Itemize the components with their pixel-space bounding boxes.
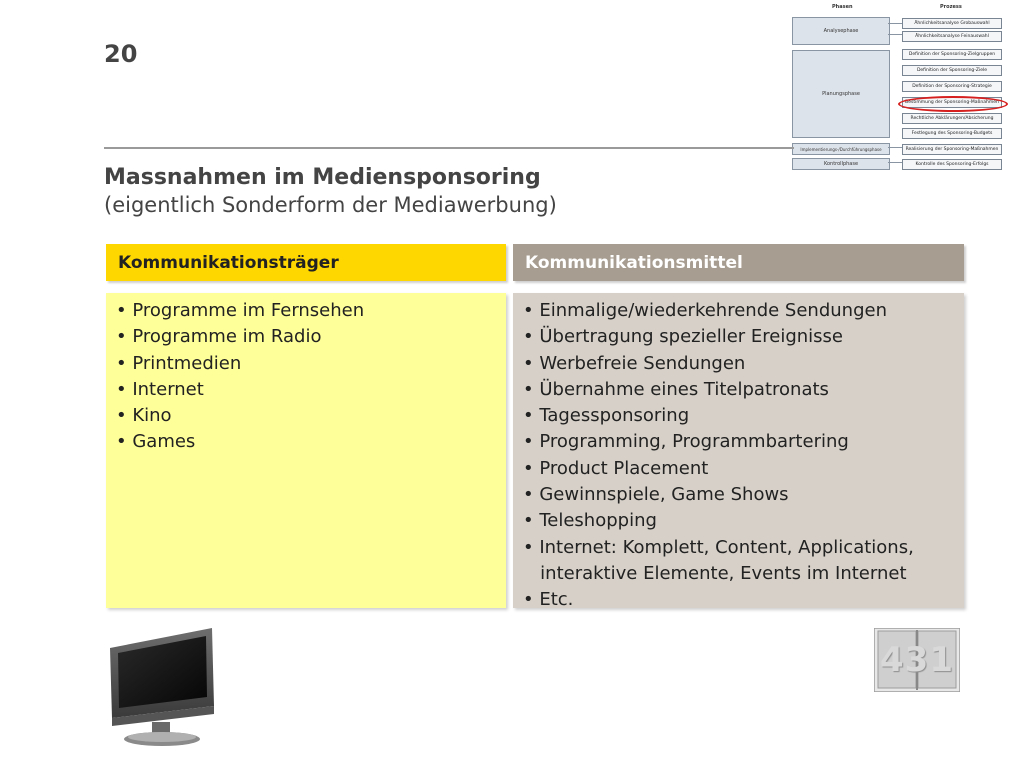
process-step: Definition der Sponsoring-Strategie <box>902 81 1002 92</box>
phase-analysis: Analysephase <box>792 17 890 45</box>
page-subtitle: (eigentlich Sonderform der Mediawerbung) <box>104 193 557 217</box>
list-item: • Games <box>116 431 196 453</box>
process-step: Kontrolle des Sponsoring-Erfolgs <box>902 159 1002 170</box>
book-icon <box>874 628 960 692</box>
process-step: Rechtliche Abklärungen/Absicherung <box>902 113 1002 124</box>
process-step: Definition der Sponsoring-Ziele <box>902 65 1002 76</box>
list-item: • Etc. <box>523 589 574 611</box>
phase-implementation: Implementierungs-/Durchführungsphase <box>792 143 890 155</box>
list-item: • Product Placement <box>523 457 709 479</box>
list-item: • Tagessponsoring <box>523 405 690 427</box>
list-item: • Einmalige/wiederkehrende Sendungen <box>523 300 887 321</box>
highlight-circle <box>898 96 1008 112</box>
list-item: • Gewinnspiele, Game Shows <box>523 484 789 506</box>
diagram-process-header: Prozess <box>940 4 962 10</box>
book-number: 431 <box>880 640 954 680</box>
phase-control: Kontrollphase <box>792 158 890 170</box>
list-item: • Übertragung spezieller Ereignisse <box>523 326 844 348</box>
column-header-kommunikationsmittel <box>513 244 964 281</box>
column-header-kommunikationstraeger <box>106 244 506 281</box>
diagram-phases-header: Phasen <box>832 4 853 10</box>
list-item: • Programme im Fernsehen <box>116 300 365 321</box>
kommunikationsmittel-list <box>513 293 964 611</box>
column-header-label: Kommunikationsträger <box>118 252 339 273</box>
kommunikationstraeger-list <box>106 293 506 608</box>
process-diagram <box>790 4 1004 174</box>
list-item: • Übernahme eines Titelpatronats <box>523 378 829 400</box>
process-step: Ähnlichkeitsanalyse Feinauswahl <box>902 31 1002 42</box>
process-step-highlighted: Bestimmung der Sponsoring-Maßnahmen <box>902 97 1002 108</box>
list-item: interaktive Elemente, Events im Internet <box>523 562 907 584</box>
column-header-label: Kommunikationsmittel <box>525 252 743 273</box>
page-title: Massnahmen im Mediensponsoring <box>104 165 541 190</box>
list-item: • Programme im Radio <box>116 326 322 348</box>
list-item: • Internet: Komplett, Content, Applications, <box>523 536 914 558</box>
list-item: • Kino <box>116 405 172 427</box>
list-item: • Teleshopping <box>523 510 657 532</box>
process-step: Definition der Sponsoring-Zielgruppen <box>902 49 1002 60</box>
list-item: • Internet <box>116 378 204 400</box>
slide-number: 20 <box>104 40 138 68</box>
list-item: • Printmedien <box>116 352 242 374</box>
process-step: Realisierung der Sponsoring-Maßnahmen <box>902 144 1002 155</box>
divider <box>104 147 794 149</box>
television-icon <box>108 626 218 750</box>
phase-planning: Planungsphase <box>792 50 890 138</box>
process-step: Festlegung des Sponsoring-Budgets <box>902 128 1002 139</box>
process-step: Ähnlichkeitsanalyse Grobauswahl <box>902 18 1002 29</box>
list-item: • Programming, Programmbartering <box>523 431 849 453</box>
list-item: • Werbefreie Sendungen <box>523 352 746 374</box>
